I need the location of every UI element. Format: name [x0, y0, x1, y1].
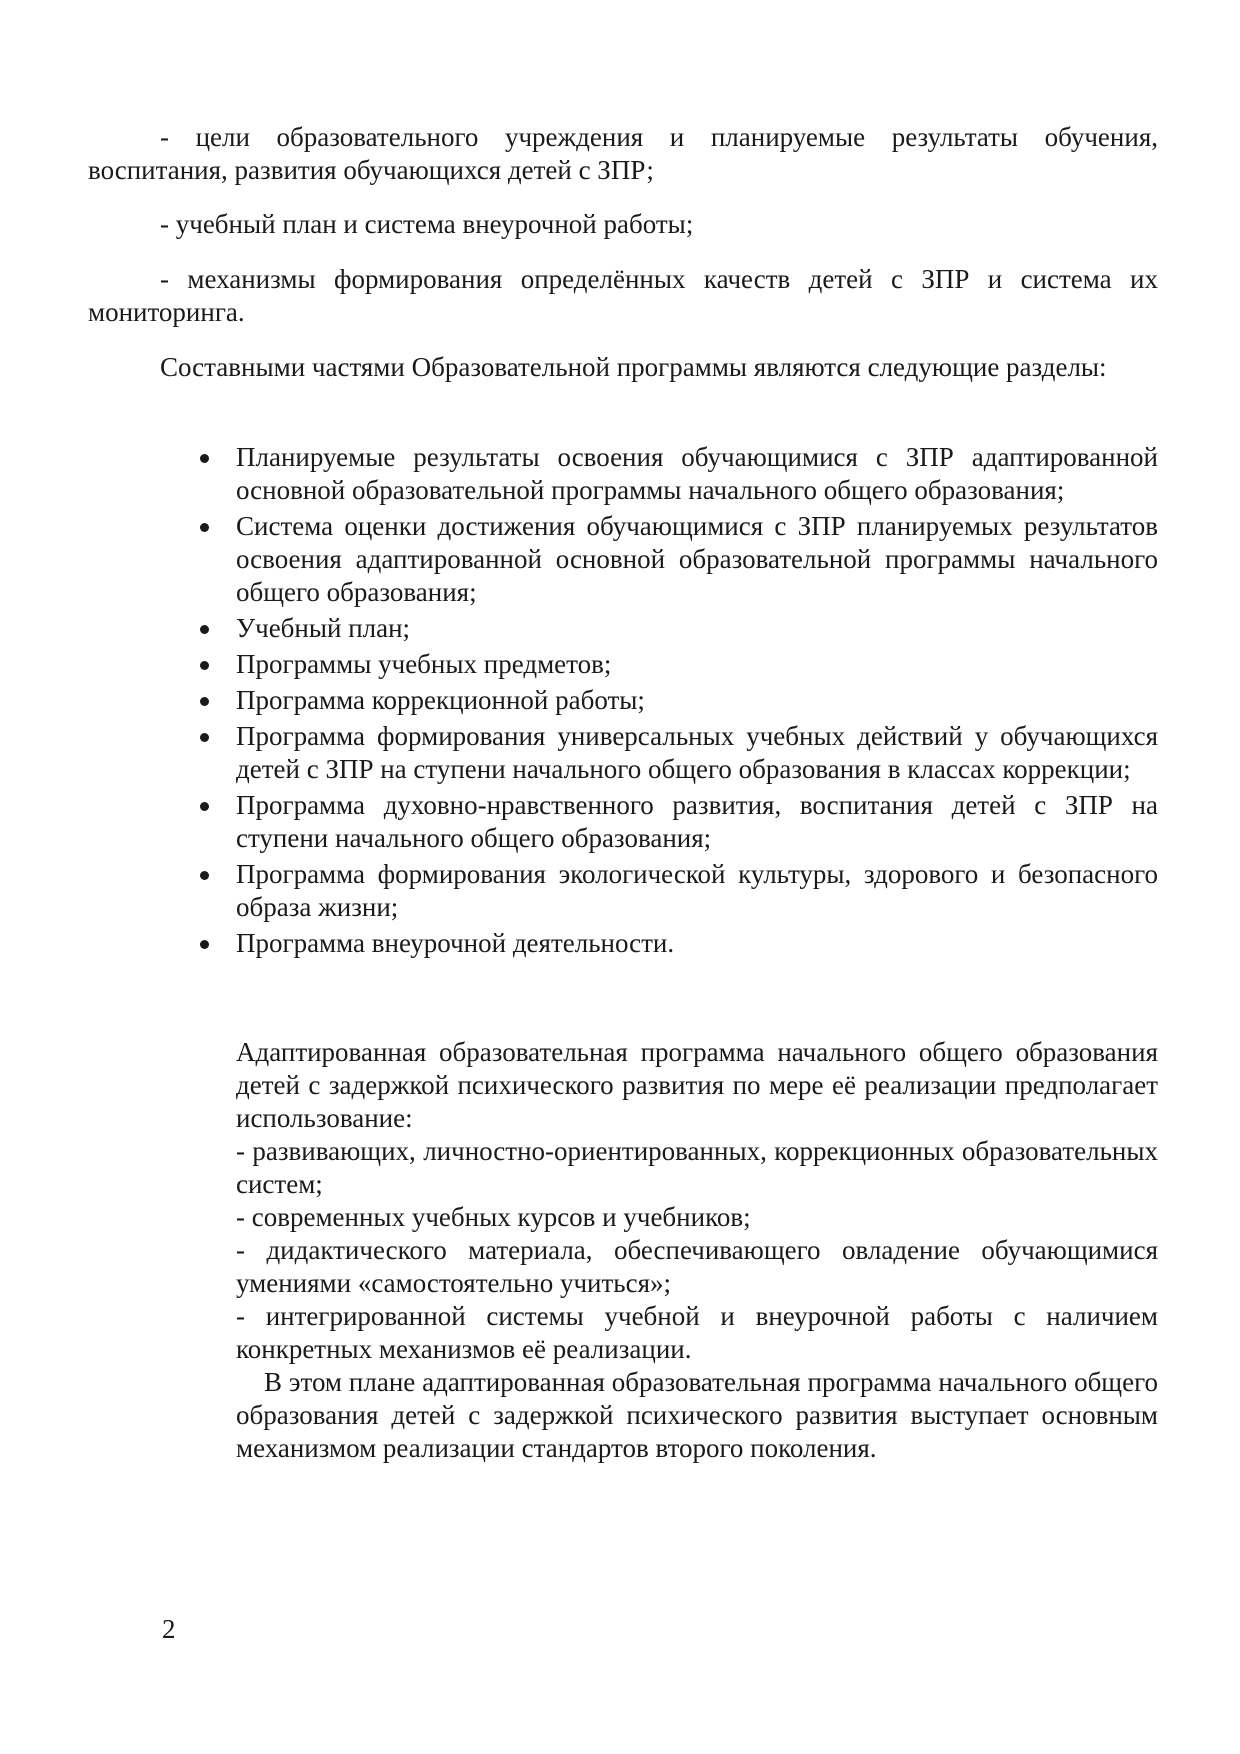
paragraph-courses: - современных учебных курсов и учебников; — [236, 1202, 751, 1232]
list-item: Программа формирования экологической культуры, здорового и безопасного образа жизни; — [196, 858, 1158, 924]
paragraph-curriculum: - учебный план и система внеурочной работы; — [160, 209, 694, 239]
bullet-icon — [200, 625, 209, 634]
paragraph-sections-intro: Составными частями Образовательной программы являются следующие разделы: — [160, 352, 1107, 382]
list-item: Программа духовно-нравственного развития, воспитания детей с ЗПР на ступени начального общего образования; — [196, 789, 1158, 855]
list-item: Программа внеурочной деятельности. — [196, 927, 1158, 960]
paragraph-systems: - развивающих, личностно-ориентированных, коррекционных образовательных систем; — [236, 1136, 1158, 1199]
paragraph-integrated: - интегрированной системы учебной и внеурочной работы с наличием конкретных механизмов её реализации. — [236, 1301, 1158, 1364]
list-item: Система оценки достижения обучающимися с ЗПР планируемых результатов освоения адаптированной основной образовательной программы начального общего образования; — [196, 510, 1158, 609]
list-item: Планируемые результаты освоения обучающимися с ЗПР адаптированной основной образовательной программы начального общего образования; — [196, 441, 1158, 507]
list-item: Программа коррекционной работы; — [196, 684, 1158, 717]
paragraph-conclusion: В этом плане адаптированная образовательная программа начального общего образования детей с задержкой психического развития выступает основным механизмом реализации стандартов второго поколения. — [236, 1367, 1158, 1463]
bullet-icon — [200, 940, 209, 949]
bullet-icon — [200, 523, 209, 532]
list-item: Учебный план; — [196, 612, 1158, 645]
list-item: Программы учебных предметов; — [196, 648, 1158, 681]
page-number: 2 — [162, 1614, 176, 1644]
list-item: Программа формирования универсальных учебных действий у обучающихся детей с ЗПР на ступени начального общего образования в классах коррекции; — [196, 720, 1158, 786]
paragraph-usage: Адаптированная образовательная программа начального общего образования детей с задержкой психического развития по мере её реализации предполагает использование: — [236, 1037, 1158, 1133]
bullet-icon — [200, 733, 209, 742]
bullet-icon — [200, 802, 209, 811]
bullet-icon — [200, 871, 209, 880]
paragraph-goals: - цели образовательного учреждения и планируемые результаты обучения, воспитания, развития обучающихся детей с ЗПР; — [88, 122, 1158, 185]
bullet-icon — [200, 697, 209, 706]
bullet-icon — [200, 661, 209, 670]
paragraph-mechanisms: - механизмы формирования определённых качеств детей с ЗПР и система их мониторинга. — [88, 264, 1158, 327]
program-description — [236, 1036, 1158, 1465]
paragraph-didactic: - дидактического материала, обеспечивающего овладение обучающимися умениями «самостоятельно учиться»; — [236, 1235, 1158, 1298]
bullet-icon — [200, 454, 209, 463]
sections-list — [196, 441, 1158, 963]
